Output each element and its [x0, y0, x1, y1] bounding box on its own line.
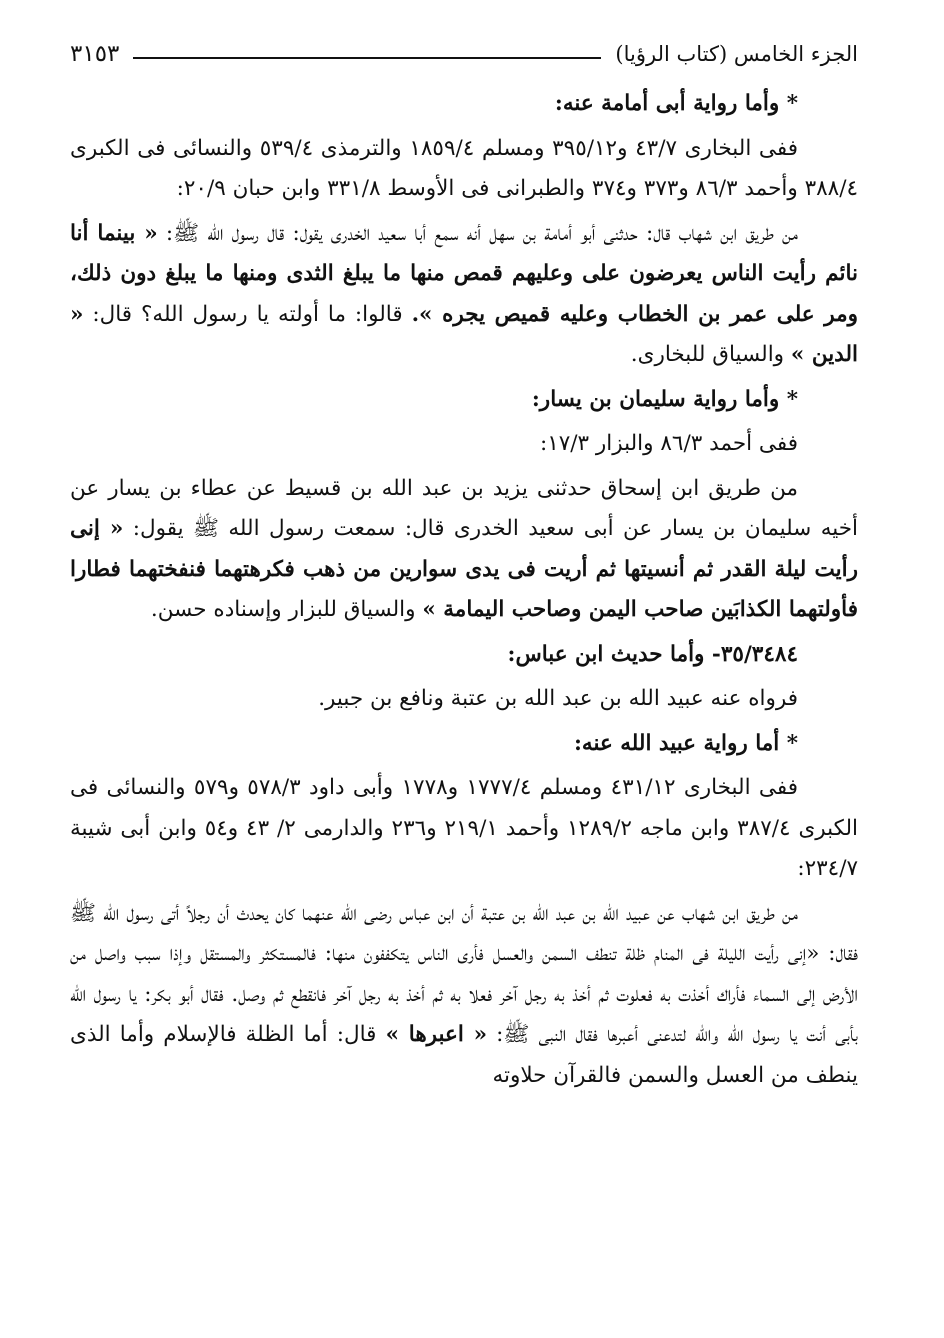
paragraph-hadith-2	[70, 469, 858, 631]
hadith-chain-1: من طريق ابن شهاب قال: حدثنى أبو أمامة بن سهل أنه سمع أبا سعيد الخدرى يقول: قال رسول الله ﷺ:	[157, 220, 799, 246]
hadith-note-2: والسياق للبزار وإسناده حسن.	[150, 597, 423, 622]
hadith-note-1: والسياق للبخارى.	[630, 342, 791, 367]
paragraph-sources-3: ففى البخارى ٤٣١/١٢ ومسلم ١٧٧٧/٤ و١٧٧٨ وأبى داود ٥٧٨/٣ و٥٧٩ والنسائى فى الكبرى ٣٨٧/٤ وابن ماجه ١٢٨٩/٢ وأحمد ٢١٩/١ و٢٣٦ والدارمى ٢/ ٤٣ و٥٤ وابن أبى شيبة ٢٣٤/٧:	[70, 775, 859, 881]
section-heading-ibn-abbas: ٣٥/٣٤٨٤- وأما حديث ابن عباس:	[507, 641, 798, 667]
section-heading-abu-umama: * وأما رواية أبى أمامة عنه:	[554, 91, 798, 116]
hadith-chain-3: من طريق ابن شهاب عن عبيد الله بن عبد الله بن عتبة أن ابن عباس رضى الله عنهما كان يحدث أن رجلاً أتى رسول الله ﷺ فقال:	[70, 900, 858, 966]
hadith-chain-2: من طريق ابن إسحاق حدثنى يزيد بن عبد الله بن قسيط عن عطاء بن يسار عن أخيه سليمان بن يسار عن أبى سعيد الخدرى قال: سمعت رسول الله ﷺ يقول:	[70, 475, 858, 541]
paragraph-sources-2: ففى أحمد ٨٦/٣ والبزار ١٧/٣:	[539, 431, 798, 456]
section-heading-sulayman: * وأما رواية سليمان بن يسار:	[531, 386, 798, 412]
page-number: ٣١٥٣	[70, 41, 120, 67]
page-body	[70, 84, 858, 1096]
paragraph-sources-1: ففى البخارى ٤٣/٧ و٣٩٥/١٢ ومسلم ١٨٥٩/٤ والترمذى ٥٣٩/٤ والنسائى فى الكبرى ٣٨٨/٤ وأحمد ٨٦/٣ و٣٧٣ و٣٧٤ والطبرانى فى الأوسط ٣٣١/٨ وابن حبان ٢٠/٩:	[70, 135, 858, 201]
header-title: الجزء الخامس (كتاب الرؤيا)	[615, 42, 858, 66]
hadith-command-3: « اعبرها »	[385, 1022, 488, 1047]
hadith-answer-1: « الدين »	[70, 301, 858, 367]
hadith-question-1: قالوا: ما أولته يا رسول الله؟ قال:	[83, 301, 412, 327]
paragraph-hadith-1	[70, 214, 858, 376]
paragraph-narrators: فرواه عنه عبيد الله بن عبد الله بن عتبة ونافع بن جبير.	[318, 686, 798, 711]
hadith-interpretation-3: قال: أما الظلة فالإسلام وأما الذى ينطف من العسل والسمن فالقرآن حلاوته	[70, 1022, 858, 1088]
hadith-text-2: « إنى رأيت ليلة القدر ثم أنسيتها ثم أريت فى يدى سوارين من ذهب فكرهتهما فنفختهما فطارا فأولتهما الكذابَين صاحب اليمن وصاحب اليمامة »	[70, 516, 858, 622]
paragraph-hadith-3	[70, 894, 858, 1097]
hadith-dialogue-3: فقال أبو بكر: يا رسول الله بأبى أنت يا رسول الله والله لتدعنى أعبرها فقال النبى ﷺ:	[70, 981, 859, 1047]
hadith-text-1: « بينما أنا نائم رأيت الناس يعرضون على وعليهم قمص منها ما يبلغ الثدى ومنها ما يبلغ دون ذلك، ومر على عمر بن الخطاب وعليه قميص يجره ».	[70, 220, 859, 327]
hadith-text-3: «إنى رأيت الليلة فى المنام ظلة تنطف السمن والعسل فأرى الناس يتكففون منها: فالمستكثر والمستقل وإذا سبب واصل من الأرض إلى السماء فأراك أخذت به فعلوت ثم أخذ به رجل آخر فعلا به ثم أخذ به رجل آخر فانقطع ثم وصل.	[70, 941, 858, 1007]
running-header	[70, 34, 858, 74]
header-rule	[133, 57, 601, 59]
section-heading-ubaydullah: * أما رواية عبيد الله عنه:	[574, 730, 798, 756]
